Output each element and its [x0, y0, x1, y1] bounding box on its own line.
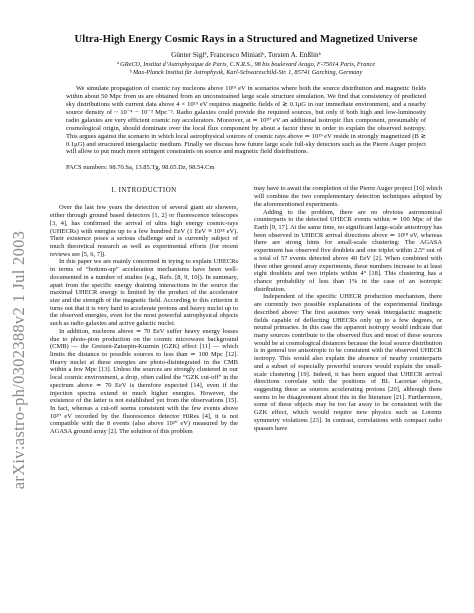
- arxiv-identifier: arXiv:astro-ph/0302388v2 1 Jul 2003: [9, 230, 28, 490]
- left-column: [50, 185, 238, 436]
- intro-paragraph-5: Adding to the problem, there are no obvious astronomical counterparts to the detected UHECR events within ≃ 100 Mpc of the Earth [9, 17]. At the same time, no significant large-scale anisotropy has been observed in UHECR arrival directions above ≃ 10¹⁸ eV, whereas there are strong hints for small-scale clustering: The AGASA experiment has observed five doublets and one triplet within 2.5° out of a total of 57 events detected above 40 EeV [2]. When combined with three other ground array experiments, these numbers increase to at least eight doublets and two triplets within 4° [18]. This clustering has a chance probability of less than 1% in the case of an isotropic distribution.: [254, 208, 442, 293]
- author-list: Günter Siglª, Francesco Miniatiᵇ, Torsten A. Enßlinᵇ: [171, 51, 321, 59]
- affiliation-b: ᵇ Max-Planck Institut für Astrophysik, Karl-Schwarzschild-Str. 1, 85741 Garching, Germany: [129, 68, 363, 76]
- section-heading-introduction: I. INTRODUCTION: [111, 187, 177, 195]
- arxiv-sidebar-stamp: [4, 150, 34, 570]
- intro-paragraph-6: Independent of the specific UHECR production mechanism, there are currently two possible explanations of the experimental findings described above: The first assumes very weak intergalactic magnetic fields capable of deflecting UHECRs only up to a few degrees, or neutral primaries. In this case the apparent isotropy would indicate that many sources contribute to the observed flux and most of these sources would be at cosmological distances because the local source distribution is in general too anisotropic to be consistent with the observed UHECR isotropy. This would also explain the absence of nearby counterparts and a subset of especially powerful sources would explain the small-scale clustering [19]. Indeed, it has been argued that UHECR arrival directions correlate with the positions of BL Lacertae objects, suggesting these as sources accelerating protons [20], although there seems to be disagreement about this in the literature [21]. Furthermore, some of these objects may be too far away to be consistent with the GZK effect, which would require new physics such as Lorentz symmetry violations [23]. In contrast, correlations with compact radio quasars have: [254, 293, 442, 432]
- abstract: We simulate propagation of cosmic ray nucleons above 10¹⁹ eV in scenarios where both the source distribution and magnetic fields within about 50 Mpc from us are obtained from an unconstrained large scale structure simulation. We find that consistency of predicted sky distributions with current data above 4 × 10¹⁹ eV requires magnetic fields of ≳ 0.1μG in our immediate environment, and a nearby source density of ~ 10⁻⁴ − 10⁻³ Mpc⁻³. Radio galaxies could provide the required sources, but only if both high and low-luminosity radio galaxies are very efficient cosmic ray accelerators. Moreover, at ≃ 10²⁰ eV an additional isotropic flux component, presumably of cosmological origin, should dominate over the local flux component by about a factor three in order to explain the observed isotropy. This argues against the scenario in which local astrophysical sources of cosmic rays above ≃ 10¹⁹ eV reside in strongly magnetized (B ≳ 0.1μG) and structured intergalactic medium. Finally we discuss how future large scale full-sky detectors such as the Pierre Auger project will allow to put much more stringent constraints on source and magnetic field distributions.: [66, 85, 426, 156]
- pacs-numbers: PACS numbers: 98.70.Sa, 13.85.Tg, 98.65.Dz, 98.54.Cm: [66, 164, 215, 172]
- intro-paragraph-2: In this paper we are mainly concerned in trying to explain UHECRs in terms of “bottom-up” acceleration mechanisms have been well-documented in a number of studies (e.g., Refs. [8, 9, 10]). In summary, apart from the specific energy draining interactions in the source the maximal UHECR energy is limited by the product of the accelerator size and the strength of the magnetic field. According to this criterion it turns out that it is very hard to accelerate protons and heavy nuclei up to the observed energies, even for the most powerful astrophysical objects such as radio galaxies and active galactic nuclei.: [50, 258, 238, 328]
- intro-paragraph-3: In addition, nucleons above ≃ 70 EeV suffer heavy energy losses due to photo-pion production on the cosmic microwave background (CMB) — the Greisen-Zatsepin-Kuzmin (GZK) effect [11] — which limits the distance to possible sources to less than ≃ 100 Mpc [12]. Heavy nuclei at these energies are photo-disintegrated in the CMB within a few Mpc [13]. Unless the sources are strongly clustered in our local cosmic environment, a drop, often called the “GZK cut-off” in the spectrum above ≃ 70 EeV is therefore expected [14], even if the injection spectra extend to much higher energies. However, the existence of the latter is not established yet from the observations [15]. In fact, whereas a cut-off seems consistent with the few events above 10²⁰ eV recorded by the fluorescence detector HiRes [4], it is not compatible with the 8 events (also above 10²⁰ eV) measured by the AGASA ground array [2]. The solution of this problem: [50, 327, 238, 436]
- intro-paragraph-4: may have to await the completion of the Pierre Auger project [16] which will combine the two complementary detection techniques adopted by the aforementioned experiments.: [254, 185, 442, 208]
- paper-title: Ultra-High Energy Cosmic Rays in a Structured and Magnetized Universe: [74, 34, 418, 45]
- affiliation-a: ª GReCO, Institut d’Astrophysique de Paris, C.N.R.S., 98 bis boulevard Arago, F-75014 Paris, France: [116, 61, 376, 68]
- intro-paragraph-1: Over the last few years the detection of several giant air showers, either through ground based detectors [1, 2] or fluorescence telescopes [3, 4], has confirmed the arrival of ultra high energy cosmic-rays (UHECRs) with energies up to a few hundred EeV (1 EeV ≡ 10¹⁸ eV). Their existence poses a serious challenge and is currently subject of much theoretical research as well as experimental efforts (for recent reviews see [5, 6, 7]).: [50, 204, 238, 258]
- paper-page: [50, 34, 442, 436]
- right-column: [254, 185, 442, 436]
- body-columns: [50, 185, 442, 436]
